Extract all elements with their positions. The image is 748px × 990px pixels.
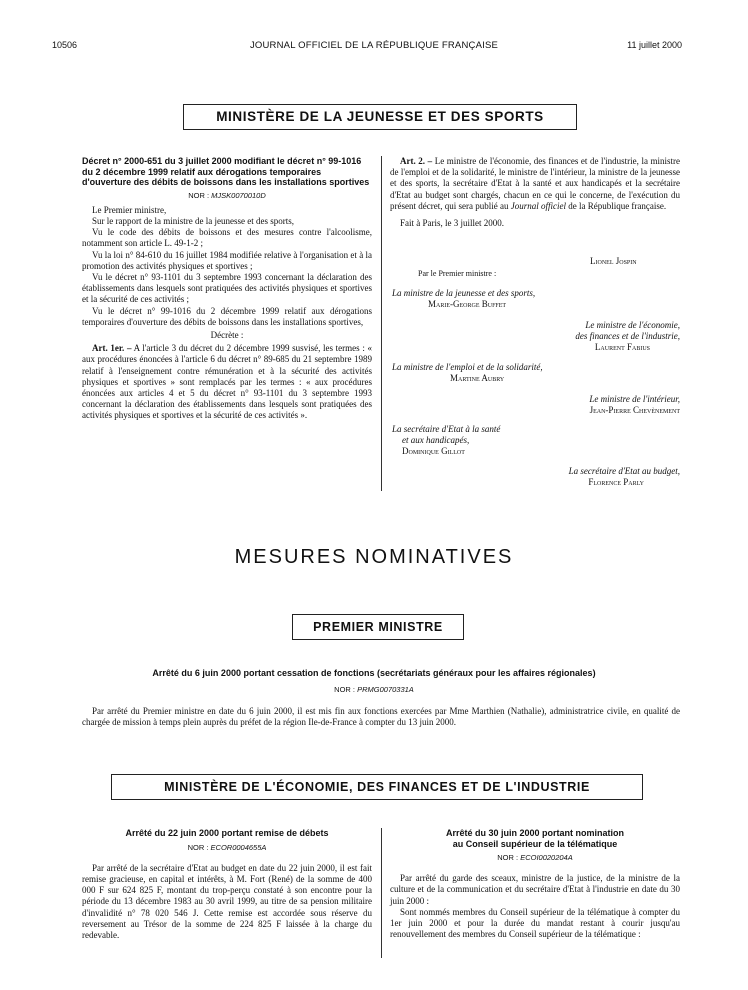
- arrete-cessation-text: Par arrêté du Premier ministre en date du 6 juin 2000, il est mis fin aux fonctions exercées par Mme Marthien (Nathalie), administratrice civile, en qualité de chargée de mission à temps plein auprès du préfet de la région Ile-de-France à compter du 13 juin 2000.: [82, 706, 680, 728]
- fait-a-paris: Fait à Paris, le 3 juillet 2000.: [400, 218, 504, 229]
- column-divider-bottom: [381, 828, 382, 958]
- decret-p3: Vu le code des débits de boissons et des mesures contre l'alcoolisme, notamment son article L. 49-1-2 ;: [82, 227, 372, 249]
- signature-interieur: Le ministre de l'intérieur, Jean-Pierre Chevènement: [589, 394, 680, 415]
- arrete-debets-column: [82, 828, 372, 941]
- mesures-nominatives-title: MESURES NOMINATIVES: [234, 546, 514, 568]
- decret-art2: Art. 2. – Le ministre de l'économie, des finances et de l'industrie, la ministre de l'emploi et de la solidarité, le ministre de l'intérieur, la ministre de la jeunesse et des sports, la secrétaire d'Etat à la santé et aux handicapés et la secrétaire d'Etat au budget sont chargés, chacun en ce qui le concerne, de l'exécution du présent décret, qui sera publié au Journal officiel de la République française.: [390, 156, 681, 211]
- arrete-nomination-p2: Sont nommés membres du Conseil supérieur de la télématique à compter du 1er juin 2000 et pour la durée du mandat restant à courir jusqu'au renouvellement des membres du Conseil supérieur de la télématique :: [390, 906, 680, 940]
- arrete-cessation-nor: NOR : PRMG0070331A: [334, 685, 414, 694]
- decret-title: Décret n° 2000-651 du 3 juillet 2000 modifiant le décret n° 99-1016 du 2 décembre 1999 relatif aux dérogations temporaires d'ouverture des débits de boissons dans les installations sportives: [82, 156, 370, 187]
- premier-ministre-box: [292, 614, 464, 640]
- decret-p5: Vu le décret n° 93-1101 du 3 septembre 1993 concernant la déclaration des établissements dans lesquels sont pratiquées des activités physiques et sportives et la sécurité de ces activités ;: [82, 271, 372, 305]
- decret-p1: Le Premier ministre,: [92, 204, 167, 215]
- ministry2-title: MINISTÈRE DE L'ÉCONOMIE, DES FINANCES ET DE L'INDUSTRIE: [164, 780, 590, 794]
- signature-emploi: La ministre de l'emploi et de la solidarité, Martine Aubry: [392, 362, 543, 383]
- decret-left-column: [82, 156, 372, 422]
- signature-sante: La secrétaire d'Etat à la santé et aux handicapés, Dominique Gillot: [392, 424, 501, 456]
- column-divider: [381, 156, 382, 491]
- par-premier-ministre: Par le Premier ministre :: [418, 269, 497, 278]
- page-number: 10506: [52, 40, 78, 50]
- arrete-cessation-title: Arrêté du 6 juin 2000 portant cessation de fonctions (secrétariats généraux pour les affaires régionales): [152, 668, 596, 678]
- premier-ministre-title: PREMIER MINISTRE: [313, 620, 443, 634]
- arrete-debets-text: Par arrêté de la secrétaire d'Etat au budget en date du 22 juin 2000, il est fait remise gracieuse, en capital et intérêts, à M. Fort (René) de la somme de 400 000 F sur 624 825 F, montant du trop-perçu constaté à son encontre pour la période du 13 décembre 1983 au 30 avril 1999, au titre de sa pension militaire d'invalidité n° 78 020 546 J. Cette remise est accordée sous réserve du reversement au Trésor de la somme de 224 825 F laissée à la charge du redevable.: [82, 862, 372, 940]
- decrete: Décrète :: [210, 329, 244, 340]
- ministry-economie-box: [111, 774, 643, 800]
- pm-signature: Lionel Jospin: [590, 256, 637, 266]
- arrete-nomination-title: Arrêté du 30 juin 2000 portant nomination au Conseil supérieur de la télématique: [445, 828, 625, 849]
- decret-nor: NOR : MJSK0070010D: [188, 190, 266, 200]
- decret-p4: Vu la loi n° 84-610 du 16 juillet 1984 modifiée relative à l'organisation et à la promotion des activités physiques et sportives ;: [82, 249, 372, 271]
- ministry-jeunesse-sports-box: [183, 104, 577, 130]
- arrete-nomination-p1: Par arrêté du garde des sceaux, ministre de la justice, de la ministre de la culture et de la communication et du secrétaire d'Etat à l'industrie en date du 30 juin 2000 :: [390, 873, 680, 906]
- arrete-debets-title: Arrêté du 22 juin 2000 portant remise de débets: [125, 828, 329, 838]
- signature-budget: La secrétaire d'Etat au budget, Florence Parly: [568, 466, 680, 487]
- decret-right-column: [390, 156, 680, 229]
- arrete-nomination-column: [390, 828, 680, 940]
- ministry-title: MINISTÈRE DE LA JEUNESSE ET DES SPORTS: [216, 109, 544, 124]
- signature-jeunesse: La ministre de la jeunesse et des sports, Marie-George Buffet: [392, 288, 536, 309]
- arrete-nomination-nor: NOR : ECOI0020204A: [497, 853, 573, 862]
- decret-p2: Sur le rapport de la ministre de la jeunesse et des sports,: [92, 215, 294, 226]
- decret-p6: Vu le décret n° 99-1016 du 2 décembre 1999 relatif aux dérogations temporaires d'ouverture des débits de boissons dans les installations sportives,: [82, 305, 372, 327]
- decret-art1: Art. 1er. – A l'article 3 du décret du 2 décembre 1999 susvisé, les termes : « aux procédures énoncées à l'article 6 du décret n° 89-685 du 21 septembre 1989 relatif à l'enseignement contre rémunération et à la sécurité des activités physiques et sportives » sont remplacés par les termes : « aux procédures énoncées aux articles 4 et 5 du décret n° 93-1101 du 3 septembre 1993 concernant la déclaration des établissements dans lesquels sont pratiquées des activités physiques et sportives et la sécurité de ces activités ».: [82, 343, 372, 421]
- signature-economie: Le ministre de l'économie, des finances et de l'industrie, Laurent Fabius: [575, 320, 680, 352]
- journal-title: JOURNAL OFFICIEL DE LA RÉPUBLIQUE FRANÇAISE: [249, 40, 499, 51]
- arrete-debets-nor: NOR : ECOR0004655A: [187, 842, 267, 852]
- page-date: 11 juillet 2000: [627, 40, 682, 50]
